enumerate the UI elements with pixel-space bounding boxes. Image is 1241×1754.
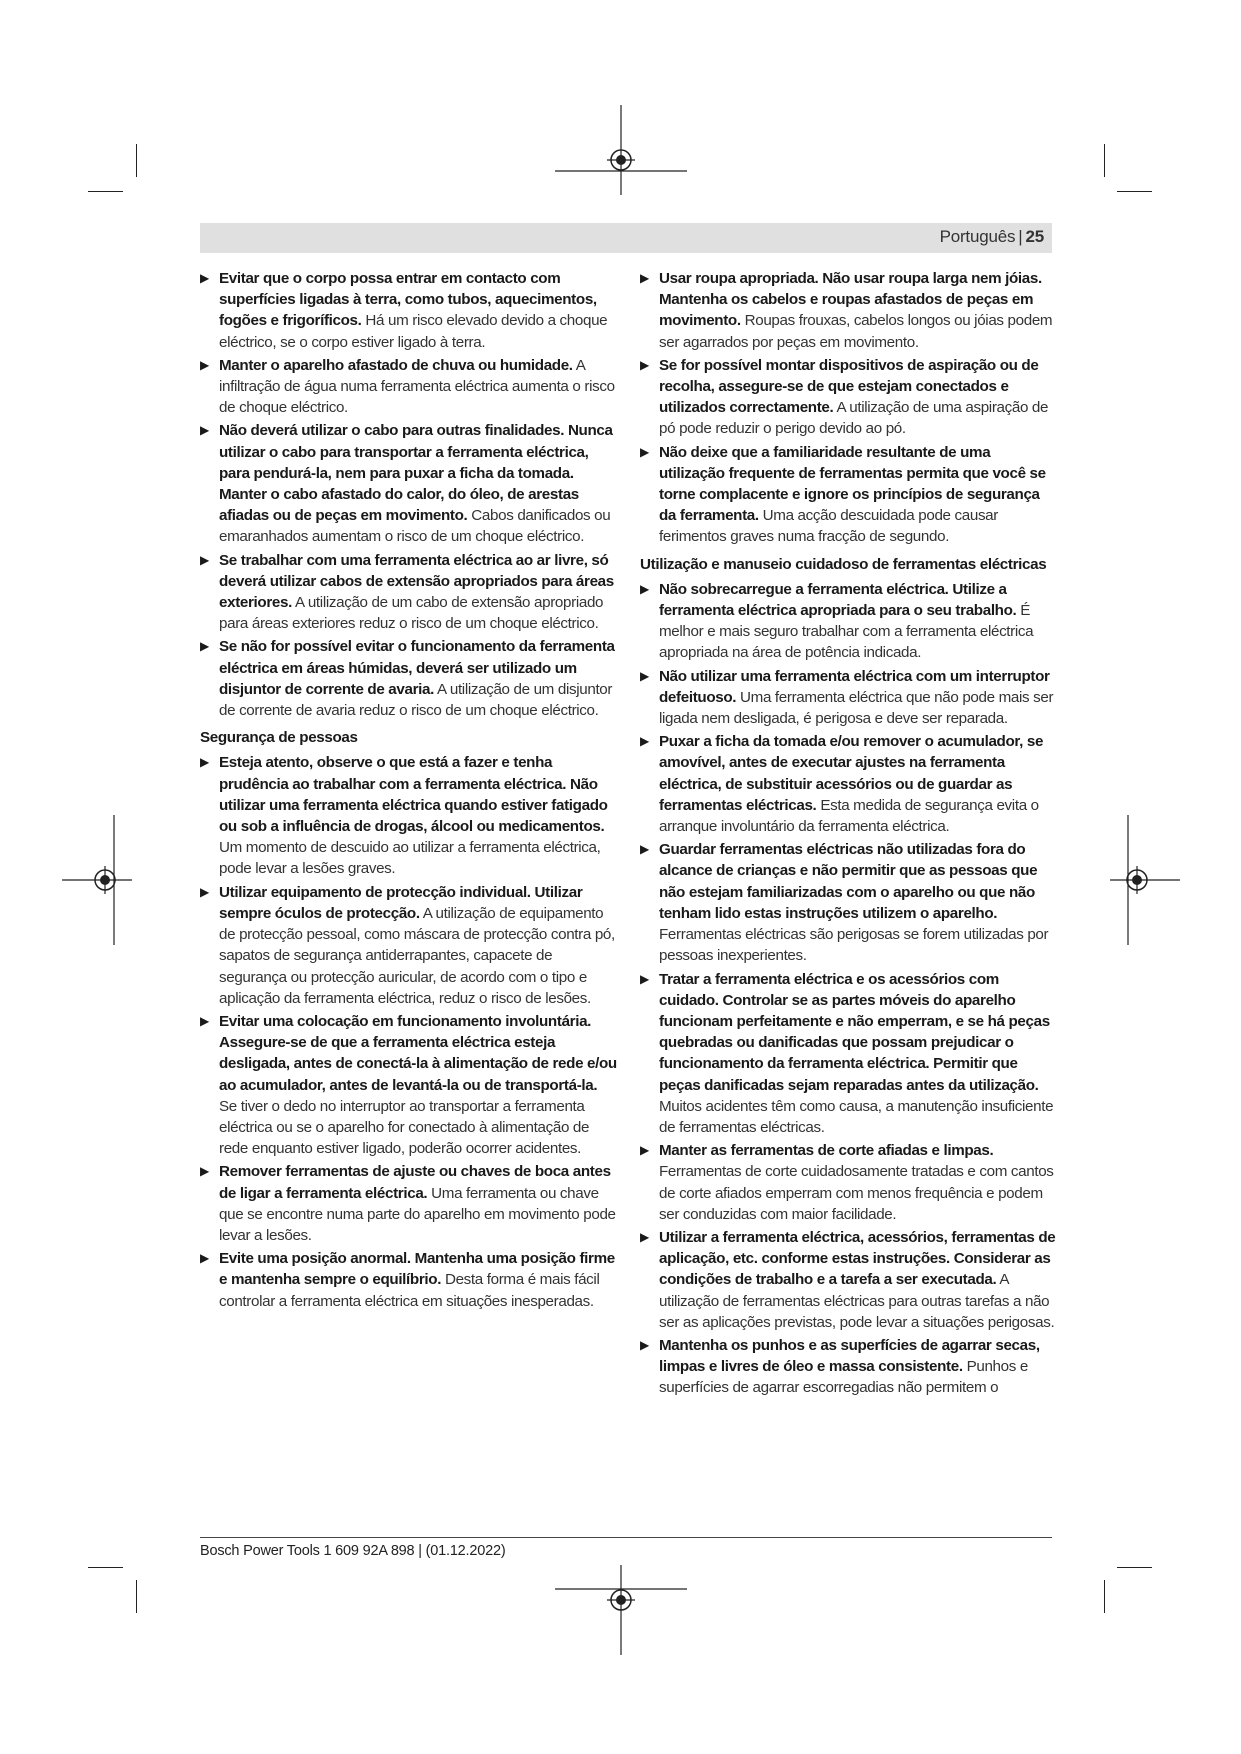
list-item: ▶ Guardar ferramentas eléctricas não utilizadas fora do alcance de crianças e não permitir que as pessoas que não estejam familiarizadas com o aparelho ou que não tenham lido estas instruções utilizem o aparelho. Ferramentas eléctricas são perigosas se forem utilizadas por pessoas inexperientes. — [640, 841, 1049, 965]
bullet-icon: ▶ — [200, 271, 209, 285]
left-column — [200, 268, 618, 1314]
bullet-icon: ▶ — [200, 1164, 209, 1179]
right-column — [640, 268, 1058, 1401]
bullet-icon: ▶ — [200, 1251, 209, 1266]
page-header — [200, 223, 1052, 253]
bullet-icon: ▶ — [640, 271, 649, 285]
footer-rule — [200, 1537, 1052, 1538]
list-item: ▶ Não deverá utilizar o cabo para outras finalidades. Nunca utilizar o cabo para transportar a ferramenta eléctrica, para pendurá-la, nem para puxar a ficha da tomada. Manter o cabo afastado do calor, do óleo, de arestas afiadas ou de peças em movimento. Cabos danificados ou emaranhados aumentam o risco de um choque eléctrico. — [200, 422, 613, 546]
bullet-icon: ▶ — [200, 1013, 209, 1028]
list-item: ▶ Puxar a ficha da tomada e/ou remover o acumulador, se amovível, antes de executar ajustes na ferramenta eléctrica, de substituir acessórios ou de guardar as ferramentas eléctricas. Esta medida de segurança evita o arranque involuntário da ferramenta eléctrica. — [640, 733, 1044, 836]
list-item: ▶ Se trabalhar com uma ferramenta eléctrica ao ar livre, só deverá utilizar cabos de extensão apropriados para áreas exteriores. A utilização de um cabo de extensão apropriado para áreas exteriores reduz o risco de um choque eléctrico. — [200, 551, 614, 633]
bullet-icon: ▶ — [640, 668, 649, 683]
crop-mark — [88, 1567, 123, 1568]
bullet-icon: ▶ — [640, 444, 649, 459]
list-item: ▶ Evite uma posição anormal. Mantenha uma posição firme e mantenha sempre o equilíbrio. Desta forma é mais fácil controlar a ferramenta eléctrica em situações inesperadas. — [200, 1250, 615, 1310]
header-text — [940, 227, 1044, 247]
crop-mark — [1104, 1580, 1105, 1613]
right-items-a — [640, 268, 1058, 548]
section-heading: Segurança de pessoas — [200, 729, 358, 747]
list-item: ▶ Usar roupa apropriada. Não usar roupa larga nem jóias. Mantenha os cabelos e roupas afastados de peças em movimento. Roupas frouxas, cabelos longos ou jóias podem ser agarrados por peças em movimento. — [640, 270, 1053, 351]
list-item: ▶ Manter as ferramentas de corte afiadas e limpas. Ferramentas de corte cuidadosamente tratadas e com cantos de corte afiados emperram com menos frequência e podem ser conduzidas com maior facilidade. — [640, 1142, 1054, 1223]
right-items-b — [640, 579, 1058, 1399]
bullet-icon: ▶ — [640, 734, 649, 749]
list-item: ▶ Esteja atento, observe o que está a fazer e tenha prudência ao trabalhar com a ferramenta eléctrica. Não utilizar uma ferramenta eléctrica quando estiver fatigado ou sob a influência de drogas, álcool ou medicamentos. Um momento de descuido ao utilizar a ferramenta eléctrica, pode levar a lesões graves. — [200, 754, 608, 878]
bullet-icon: ▶ — [640, 1143, 649, 1158]
bullet-icon: ▶ — [200, 884, 209, 899]
list-item: ▶ Tratar a ferramenta eléctrica e os acessórios com cuidado. Controlar se as partes móveis do aparelho funcionam perfeitamente e não emperram, e se há peças quebradas ou danificadas que possam prejudicar o funcionamento da ferramenta eléctrica. Permitir que peças danificadas sejam reparadas antes da utilização. Muitos acidentes têm como causa, a manutenção insuficiente de ferramentas eléctricas. — [640, 970, 1054, 1136]
crop-mark — [136, 1580, 137, 1613]
registration-mark-bottom-icon — [555, 1565, 687, 1655]
list-item: ▶ Se não for possível evitar o funcionamento da ferramenta eléctrica em áreas húmidas, deverá ser utilizado um disjuntor de corrente de avaria. A utilização de um disjuntor de corrente de avaria reduz o risco de um choque eléctrico. — [200, 638, 615, 720]
bullet-icon: ▶ — [640, 581, 649, 596]
list-item: ▶ Não deixe que a familiaridade resultante de uma utilização frequente de ferramentas permita que você se torne complacente e ignore os princípios de segurança da ferramenta. Uma acção descuidada pode causar ferimentos graves numa fracção de segundo. — [640, 443, 1046, 546]
header-separator: | — [1018, 227, 1023, 246]
section-heading: Utilização e manuseio cuidadoso de ferramentas eléctricas — [640, 555, 1047, 573]
crop-mark — [1104, 144, 1105, 177]
crop-mark — [1117, 191, 1152, 192]
list-item: ▶ Não sobrecarregue a ferramenta eléctrica. Utilize a ferramenta eléctrica apropriada para o seu trabalho. É melhor e mais seguro trabalhar com a ferramenta eléctrica apropriada na área de potência indicada. — [640, 580, 1034, 662]
list-item: ▶ Evitar que o corpo possa entrar em contacto com superfícies ligadas à terra, como tubos, aquecimentos, fogões e frigoríficos. Há um risco elevado devido a choque eléctrico, se o corpo estiver ligado à terra. — [200, 270, 608, 351]
page-number: 25 — [1025, 227, 1044, 246]
bullet-icon: ▶ — [640, 1337, 649, 1352]
crop-mark — [136, 144, 137, 177]
bullet-icon: ▶ — [200, 639, 209, 654]
list-item: ▶ Se for possível montar dispositivos de aspiração ou de recolha, assegure-se de que estejam conectados e utilizados correctamente. A utilização de uma aspiração de pó pode reduzir o perigo devido ao pó. — [640, 356, 1049, 438]
list-item: ▶ Remover ferramentas de ajuste ou chaves de boca antes de ligar a ferramenta eléctrica. Uma ferramenta ou chave que se encontre numa parte do aparelho em movimento pode levar a lesões. — [200, 1163, 616, 1244]
list-item: ▶ Mantenha os punhos e as superfícies de agarrar secas, limpas e livres de óleo e massa consistente. Punhos e superfícies de agarrar escorregadias não permitem o — [640, 1336, 1040, 1397]
left-items-a — [200, 268, 618, 721]
registration-mark-right-icon — [1110, 815, 1180, 945]
bullet-icon: ▶ — [200, 755, 209, 770]
bullet-icon: ▶ — [200, 423, 209, 438]
bullet-icon: ▶ — [640, 1229, 649, 1244]
list-item: ▶ Manter o aparelho afastado de chuva ou humidade. A infiltração de água numa ferramenta eléctrica aumenta o risco de choque eléctrico. — [200, 356, 615, 417]
crop-mark — [1117, 1567, 1152, 1568]
header-language: Português — [939, 227, 1016, 246]
list-item: ▶ Evitar uma colocação em funcionamento involuntária. Assegure-se de que a ferramenta eléctrica esteja desligada, antes de conectá-la à alimentação de rede e/ou ao acumulador, antes de levantá-la ou de transportá-la. Se tiver o dedo no interruptor ao transportar a ferramenta eléctrica ou se o aparelho for conectado à alimentação de rede enquanto estiver ligado, poderão ocorrer acidentes. — [200, 1012, 617, 1158]
bullet-icon: ▶ — [640, 357, 649, 372]
registration-mark-left-icon — [62, 815, 132, 945]
bullet-icon: ▶ — [640, 971, 649, 986]
left-items-b — [200, 752, 618, 1311]
crop-mark — [88, 191, 123, 192]
list-item: ▶ Não utilizar uma ferramenta eléctrica com um interruptor defeituoso. Uma ferramenta eléctrica que não pode mais ser ligada nem desligada, é perigosa e deve ser reparada. — [640, 667, 1054, 728]
bullet-icon: ▶ — [200, 357, 209, 372]
list-item: ▶ Utilizar equipamento de protecção individual. Utilizar sempre óculos de protecção. A utilização de equipamento de protecção pessoal, como máscara de protecção contra pó, sapatos de segurança antiderrapantes, capacete de segurança ou protecção auricular, de acordo com o tipo e aplicação da ferramenta eléctrica, reduz o risco de lesões. — [200, 883, 615, 1007]
bullet-icon: ▶ — [640, 842, 649, 857]
registration-mark-top-icon — [555, 105, 687, 195]
footer-text: Bosch Power Tools 1 609 92A 898 | (01.12.2022) — [200, 1543, 506, 1559]
list-item: ▶ Utilizar a ferramenta eléctrica, acessórios, ferramentas de aplicação, etc. conforme estas instruções. Considerar as condições de trabalho e a tarefa a ser executada. A utilização de ferramentas eléctricas para outras tarefas a não ser as aplicações previstas, pode levar a situações perigosas. — [640, 1228, 1056, 1331]
bullet-icon: ▶ — [200, 552, 209, 567]
